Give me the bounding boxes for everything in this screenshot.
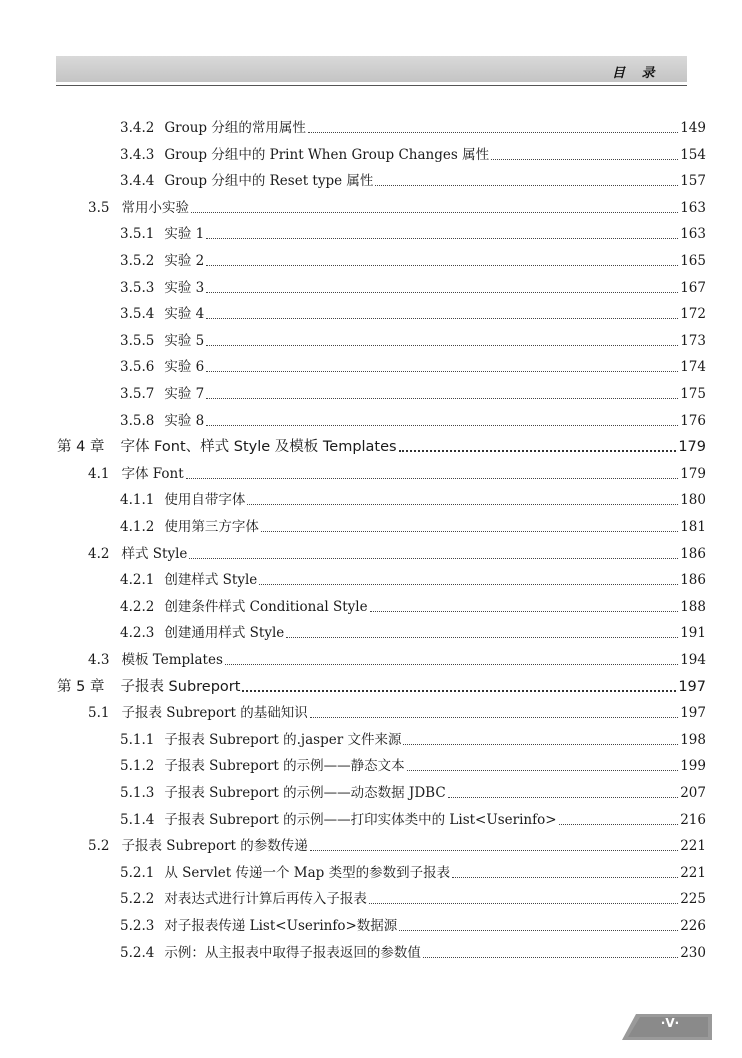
toc-section-title: 子报表 Subreport 的参数传递: [121, 838, 308, 855]
toc-dot-leader: [310, 717, 678, 718]
toc-dot-leader: [206, 265, 678, 266]
toc-page-number: 199: [680, 758, 706, 775]
toc-section-number: 3.5.6: [120, 359, 155, 376]
toc-chapter-row[interactable]: [57, 437, 706, 457]
toc-dot-leader: [191, 212, 678, 213]
toc-page-number: 179: [678, 439, 706, 456]
toc-page-number: 186: [680, 545, 706, 562]
toc-page-number: 176: [680, 412, 706, 429]
toc-page-number: 226: [680, 918, 706, 934]
toc-section-title: 子报表 Subreport 的示例——动态数据 JDBC: [164, 785, 446, 801]
toc-page-number: 191: [680, 625, 706, 642]
toc-page-number: 207: [680, 785, 706, 801]
toc-section-number: 4.1.2: [120, 519, 155, 535]
toc-section-title: Group 分组的常用属性: [164, 120, 306, 136]
toc-dot-leader: [189, 558, 678, 559]
toc-section-number: 5.1.2: [120, 758, 155, 775]
header-band: [56, 56, 687, 82]
toc-section-title: 字体 Font: [121, 465, 184, 482]
toc-section-number: 3.4.3: [120, 146, 155, 163]
toc-dot-leader: [259, 584, 678, 585]
toc-section-title: 子报表 Subreport 的示例——打印实体类中的 List<Userinfo>: [164, 811, 557, 828]
toc-section-title: 对子报表传递 List<Userinfo>数据源: [164, 918, 398, 934]
toc-section-number: 4.2: [88, 545, 110, 562]
toc-entry-row[interactable]: [120, 145, 706, 165]
toc-entry-row[interactable]: [120, 863, 706, 883]
toc-section-title: 子报表 Subreport 的基础知识: [121, 705, 308, 722]
toc-page-number: 157: [680, 173, 706, 190]
toc-page-number: 221: [680, 864, 706, 881]
toc-dot-leader: [491, 159, 678, 160]
toc-section-number: 3.5.8: [120, 412, 155, 429]
page-header-title: 目 录: [612, 66, 661, 81]
toc-entry-row[interactable]: [120, 943, 706, 963]
toc-page-number: 197: [678, 678, 706, 695]
toc-entry-row[interactable]: [120, 331, 706, 351]
toc-entry-row[interactable]: [120, 517, 706, 537]
toc-page-number: 179: [680, 465, 706, 482]
toc-entry-row[interactable]: [88, 650, 706, 670]
toc-entry-row[interactable]: [120, 623, 706, 643]
toc-entry-row[interactable]: [120, 278, 706, 298]
toc-entry-row[interactable]: [120, 756, 706, 776]
toc-section-title: 实验 2: [164, 253, 205, 269]
toc-section-title: 实验 1: [164, 226, 205, 243]
toc-section-title: 样式 Style: [121, 545, 188, 562]
toc-page-number: 154: [680, 146, 706, 163]
toc-chapter-row[interactable]: [57, 677, 706, 697]
toc-section-title: 模板 Templates: [121, 652, 223, 668]
toc-section-number: 5.2.1: [120, 864, 155, 881]
toc-section-number: 第 5 章: [57, 678, 105, 695]
toc-entry-row[interactable]: [120, 889, 706, 909]
toc-entry-row[interactable]: [120, 916, 706, 936]
toc-section-number: 3.5.3: [120, 279, 155, 296]
toc-section-title: 从 Servlet 传递一个 Map 类型的参数到子报表: [164, 864, 451, 881]
toc-dot-leader: [261, 531, 678, 532]
toc-section-number: 4.1: [88, 465, 110, 482]
toc-section-title: 使用自带字体: [164, 492, 246, 509]
toc-section-number: 3.5.5: [120, 332, 155, 349]
toc-dot-leader: [310, 850, 678, 851]
toc-section-title: 字体 Font、样式 Style 及模板 Templates: [120, 439, 397, 456]
toc-page-number: 188: [680, 598, 706, 615]
toc-entry-row[interactable]: [88, 198, 706, 218]
toc-page-number: 174: [680, 359, 706, 376]
toc-page-number: 149: [680, 120, 706, 136]
toc-section-title: 常用小实验: [121, 199, 189, 216]
toc-section-title: 子报表 Subreport: [120, 678, 241, 695]
toc-section-title: 实验 4: [164, 306, 205, 323]
toc-dot-leader: [206, 345, 678, 346]
toc-page-number: 163: [680, 199, 706, 216]
toc-section-title: 实验 7: [164, 386, 205, 402]
toc-page-number: 173: [680, 332, 706, 349]
toc-section-title: 使用第三方字体: [164, 519, 259, 535]
toc-entry-row[interactable]: [88, 464, 706, 484]
toc-entry-row[interactable]: [120, 783, 706, 803]
toc-dot-leader: [247, 504, 678, 505]
toc-dot-leader: [399, 930, 678, 931]
toc-entry-row[interactable]: [120, 411, 706, 431]
toc-page-number: 230: [680, 944, 706, 961]
toc-page-number: 186: [680, 572, 706, 589]
toc-dot-leader: [186, 478, 679, 479]
toc-section-number: 4.2.1: [120, 572, 155, 589]
toc-section-title: 创建条件样式 Conditional Style: [164, 598, 368, 615]
toc-section-number: 3.5: [88, 199, 110, 216]
toc-entry-row[interactable]: [120, 597, 706, 617]
toc-section-title: 创建通用样式 Style: [164, 625, 285, 642]
toc-entry-row[interactable]: [120, 304, 706, 324]
toc-section-number: 5.2.2: [120, 891, 155, 908]
toc-section-number: 4.3: [88, 652, 110, 668]
toc-section-number: 3.4.4: [120, 173, 155, 190]
toc-dot-leader: [206, 318, 678, 319]
toc-dot-leader: [375, 185, 678, 186]
page-number: ·V·: [660, 1016, 680, 1030]
toc-section-title: 子报表 Subreport 的.jasper 文件来源: [164, 731, 402, 748]
toc-page-number: 197: [680, 705, 706, 722]
toc-section-title: Group 分组中的 Reset type 属性: [164, 173, 374, 190]
toc-section-number: 5.1.4: [120, 811, 155, 828]
toc-section-title: 实验 8: [164, 412, 205, 429]
toc-page-number: 225: [680, 891, 706, 908]
toc-section-title: 实验 5: [164, 332, 205, 349]
toc-entry-row[interactable]: [88, 703, 706, 723]
toc-page-number: 221: [680, 838, 706, 855]
toc-entry-row[interactable]: [120, 224, 706, 244]
toc-dot-leader: [206, 292, 678, 293]
toc-dot-leader: [399, 450, 677, 452]
toc-dot-leader: [286, 637, 678, 638]
toc-section-number: 5.2: [88, 838, 110, 855]
toc-page-number: 172: [680, 306, 706, 323]
toc-section-number: 5.2.4: [120, 944, 155, 961]
toc-dot-leader: [403, 744, 678, 745]
toc-section-title: 创建样式 Style: [164, 572, 258, 589]
toc-section-number: 5.1.3: [120, 785, 155, 801]
toc-page-number: 180: [680, 492, 706, 509]
toc-section-title: 示例：从主报表中取得子报表返回的参数值: [164, 944, 421, 961]
toc-section-number: 3.5.2: [120, 253, 155, 269]
toc-dot-leader: [448, 797, 679, 798]
toc-section-title: 子报表 Subreport 的示例——静态文本: [164, 758, 405, 775]
toc-section-number: 3.4.2: [120, 120, 155, 136]
toc-section-number: 5.1: [88, 705, 110, 722]
toc-dot-leader: [407, 770, 679, 771]
toc-entry-row[interactable]: [88, 836, 706, 856]
toc-page-number: 181: [680, 519, 706, 535]
toc-entry-row[interactable]: [120, 570, 706, 590]
toc-section-number: 4.1.1: [120, 492, 155, 509]
toc-section-title: 对表达式进行计算后再传入子报表: [164, 891, 367, 908]
toc-section-title: Group 分组中的 Print When Group Changes 属性: [164, 146, 490, 163]
toc-dot-leader: [452, 877, 678, 878]
toc-dot-leader: [206, 398, 678, 399]
toc-section-number: 5.1.1: [120, 731, 155, 748]
toc-entry-row[interactable]: [88, 544, 706, 564]
toc-entry-row[interactable]: [120, 251, 706, 271]
toc-entry-row[interactable]: [120, 171, 706, 191]
toc-entry-row[interactable]: [120, 384, 706, 404]
header-rule: [56, 85, 687, 86]
toc-section-title: 实验 6: [164, 359, 205, 376]
toc-section-number: 4.2.2: [120, 598, 155, 615]
toc-dot-leader: [206, 371, 678, 372]
toc-entry-row[interactable]: [120, 730, 706, 750]
toc-dot-leader: [206, 238, 678, 239]
toc-dot-leader: [206, 425, 678, 426]
toc-dot-leader: [369, 903, 678, 904]
toc-page-number: 167: [680, 279, 706, 296]
toc-dot-leader: [308, 132, 678, 133]
toc-entry-row[interactable]: [120, 810, 706, 830]
toc-page-number: 216: [680, 811, 706, 828]
toc-section-number: 3.5.1: [120, 226, 155, 243]
toc-page-number: 175: [680, 386, 706, 402]
toc-section-number: 3.5.7: [120, 386, 155, 402]
toc-page-number: 163: [680, 226, 706, 243]
toc-page-number: 194: [680, 652, 706, 668]
toc-entry-row[interactable]: [120, 118, 706, 138]
toc-section-number: 5.2.3: [120, 918, 155, 934]
toc-entry-row[interactable]: [120, 490, 706, 510]
toc-dot-leader: [225, 664, 678, 665]
toc-dot-leader: [370, 611, 679, 612]
toc-dot-leader: [423, 957, 678, 958]
toc-dot-leader: [242, 690, 676, 692]
toc-dot-leader: [559, 824, 679, 825]
toc-page-number: 165: [680, 253, 706, 269]
toc-page-number: 198: [680, 731, 706, 748]
toc-section-title: 实验 3: [164, 279, 205, 296]
toc-entry-row[interactable]: [120, 357, 706, 377]
toc-section-number: 第 4 章: [57, 439, 105, 456]
toc-section-number: 4.2.3: [120, 625, 155, 642]
toc-section-number: 3.5.4: [120, 306, 155, 323]
